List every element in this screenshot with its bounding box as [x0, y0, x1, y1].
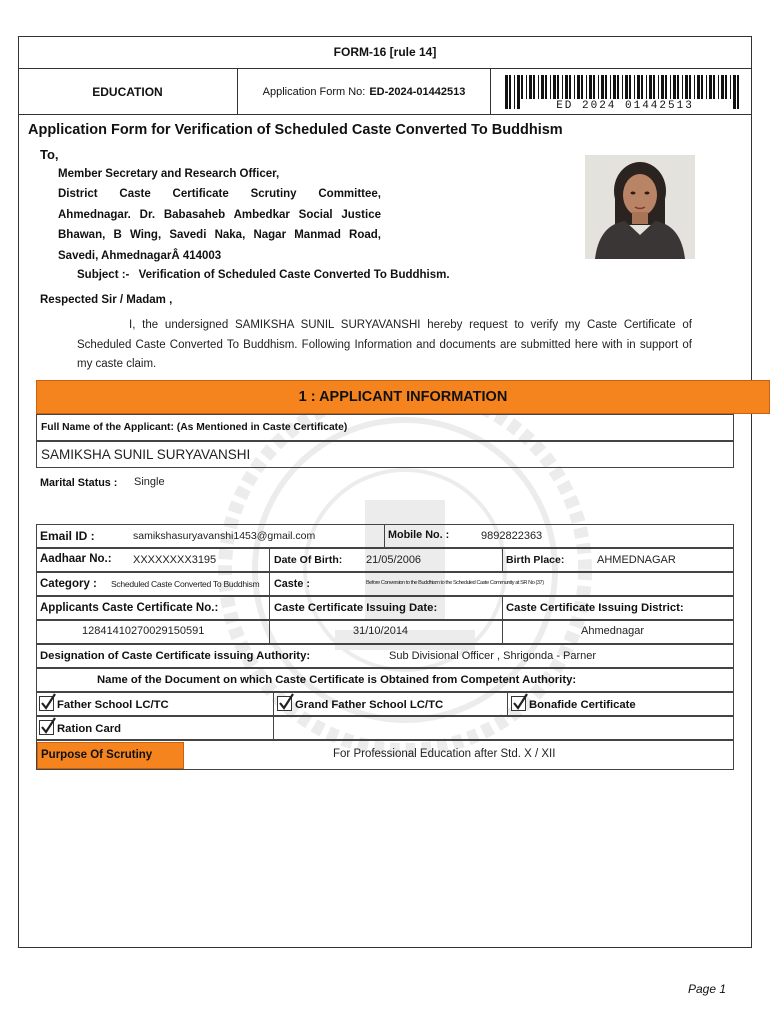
issue-district-label: Caste Certificate Issuing District: [506, 602, 684, 614]
barcode-bar [733, 75, 736, 109]
barcode-text: ED 2024 01442513 [556, 100, 694, 109]
app-no-label: Application Form No: [262, 85, 366, 98]
documents-label: Name of the Document on which Caste Certificate is Obtained from Competent Authority: [97, 674, 577, 686]
address-line-1: Member Secretary and Research Officer, [58, 168, 280, 180]
full-name-label: Full Name of the Applicant: (As Mentioned in Caste Certificate) [41, 422, 348, 433]
birth-place-label: Birth Place: [506, 554, 565, 566]
subject-label: Subject :- [77, 269, 130, 281]
applicant-photo [585, 155, 695, 259]
barcode-bar [509, 75, 511, 109]
caste-value: Before Conversion to the Buddhism to the Scheduled Caste Community at SR No (37) [366, 580, 544, 586]
barcode-bar [517, 75, 520, 109]
aadhaar-divider [269, 548, 270, 572]
request-text: I, the undersigned SAMIKSHA SUNIL SURYAVANSHI hereby request to verify my Caste Certificate of Scheduled Caste Converted To Buddhism. Following Information and documents are submitted here with in support of my caste claim. [77, 319, 692, 370]
barcode-bar [505, 75, 508, 109]
subject-text: Verification of Scheduled Caste Converted To Buddhism. [138, 269, 450, 281]
barcode-image [503, 75, 743, 109]
checkbox-checked-icon[interactable] [39, 696, 54, 711]
form-number-header [18, 36, 752, 69]
address-block [58, 164, 381, 266]
document-label: Grand Father School LC/TC [295, 699, 444, 711]
dob-value: 21/05/2006 [366, 554, 422, 566]
full-name-label-cell [36, 414, 734, 441]
request-paragraph [77, 316, 692, 375]
page-number: Page 1 [688, 982, 727, 996]
to-label: To, [40, 147, 59, 162]
category-label: Category : [40, 578, 97, 590]
checkbox-checked-icon[interactable] [277, 696, 292, 711]
document-bonafide[interactable] [511, 696, 636, 711]
salutation: Respected Sir / Madam , [40, 294, 173, 306]
purpose-value: For Professional Education after Std. X / XII [333, 748, 556, 760]
aadhaar-label: Aadhaar No.: [40, 553, 112, 565]
document-father-lc[interactable] [39, 696, 169, 711]
checkbox-checked-icon[interactable] [39, 720, 54, 735]
issue-date-value: 31/10/2014 [353, 625, 409, 637]
barcode-bar [514, 75, 515, 109]
dob-divider [502, 548, 503, 572]
section-header-applicant-info: 1 : APPLICANT INFORMATION [36, 380, 770, 414]
authority-value: Sub Divisional Officer , Shrigonda - Parner [389, 650, 597, 662]
doc-divider-2 [507, 692, 508, 716]
form-number: FORM-16 [rule 14] [333, 45, 437, 59]
purpose-label: Purpose Of Scrutiny [37, 742, 184, 769]
category-divider [269, 572, 270, 596]
caste-label: Caste : [274, 578, 311, 590]
app-no-value: ED-2024-01442513 [369, 85, 466, 98]
application-header [18, 69, 752, 115]
mobile-value: 9892822363 [481, 530, 543, 542]
issue-date-label: Caste Certificate Issuing Date: [274, 602, 438, 614]
form-title: Application Form for Verification of Scheduled Caste Converted To Buddhism [28, 122, 563, 138]
documents-row-2 [36, 716, 734, 740]
department-cell [18, 69, 238, 114]
dob-label: Date Of Birth: [274, 554, 343, 566]
aadhaar-value: XXXXXXXX3195 [133, 554, 217, 566]
document-label: Ration Card [57, 723, 122, 735]
email-label: Email ID : [40, 529, 95, 543]
document-label: Bonafide Certificate [529, 699, 636, 711]
issue-district-value: Ahmednagar [581, 625, 644, 637]
document-label: Father School LC/TC [57, 699, 169, 711]
cert-no-value: 12841410270029150591 [82, 625, 205, 637]
checkbox-checked-icon[interactable] [511, 696, 526, 711]
email-value: samikshasuryavanshi1453@gmail.com [133, 530, 316, 542]
address-line-2: District Caste Certificate Scrutiny Committee, Ahmednagar. Dr. Babasaheb Ambedkar Social Justice Bhawan, B Wing, Savedi Naka, Nagar Manmad Road, Savedi, AhmednagarÂ 414003 [58, 188, 381, 262]
department-label: EDUCATION [92, 84, 163, 99]
document-ration-card[interactable] [39, 720, 121, 735]
cert-no-label: Applicants Caste Certificate No.: [40, 602, 219, 614]
marital-status-value: Single [134, 476, 165, 488]
authority-label: Designation of Caste Certificate issuing Authority: [40, 650, 311, 662]
barcode-bar [737, 75, 739, 109]
birth-place-value: AHMEDNAGAR [597, 554, 676, 566]
full-name-value-cell [36, 441, 734, 468]
category-value: Scheduled Caste Converted To Buddhism [111, 579, 260, 589]
subject-line [77, 269, 450, 281]
mobile-label: Mobile No. : [388, 529, 450, 541]
document-grandfather-lc[interactable] [277, 696, 443, 711]
application-number-cell [238, 69, 491, 114]
full-name-value: SAMIKSHA SUNIL SURYAVANSHI [41, 447, 251, 462]
marital-status-label: Marital Status : [40, 477, 118, 489]
